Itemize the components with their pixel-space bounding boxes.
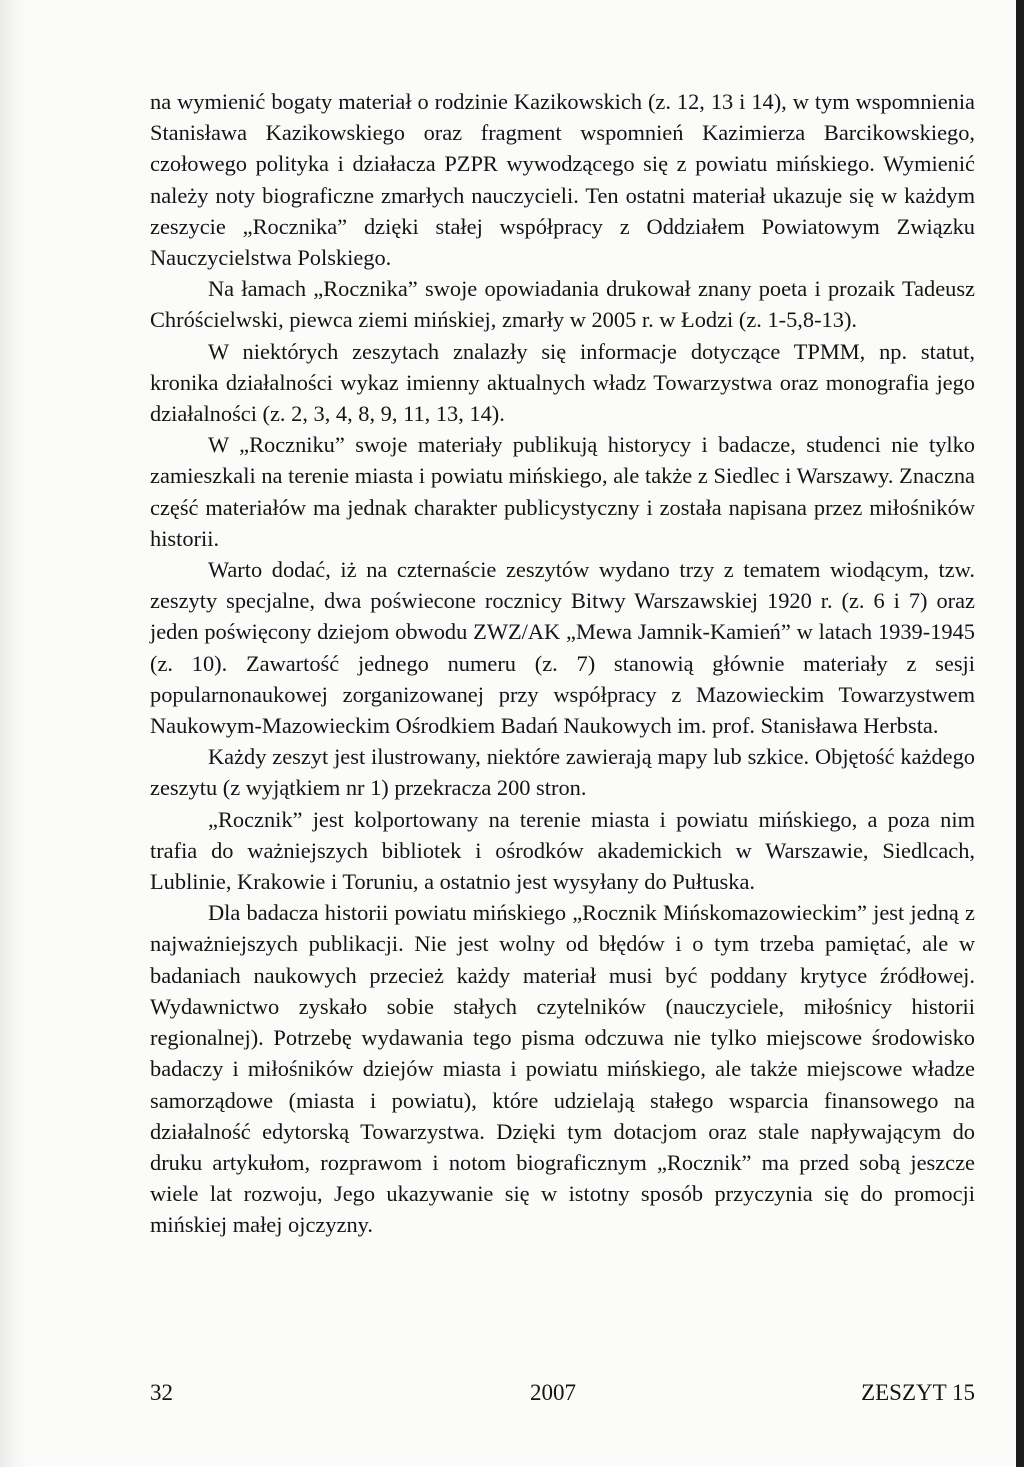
page-number: 32 — [150, 1380, 173, 1405]
footer-issue: ZESZYT 15 — [861, 1380, 975, 1405]
paragraph: „Rocznik” jest kolportowany na terenie miasta i powiatu mińskiego, a poza nim trafia do ważniejszych bibliotek i ośrodków akademickich w Warszawie, Siedlcach, Lublinie, Krakowie i Toruniu, a ostatnio jest wysyłany do Pułtuska. — [150, 806, 975, 895]
page-footer — [150, 1380, 975, 1414]
paragraph: na wymienić bogaty materiał o rodzinie Kazikowskich (z. 12, 13 i 14), w tym wspomnienia Stanisława Kazikowskiego oraz fragment wspomnień Kazimierza Barcikowskiego, czołowego polityka i działacza PZPR wywodzącego się z powiatu mińskiego. Wymienić należy noty biograficzne zmarłych nauczycieli. Ten ostatni materiał ukazuje się w każdym zeszycie „Rocznika” dzięki stałej współpracy z Oddziałem Powiatowym Związku Nauczycielstwa Polskiego. — [150, 89, 975, 271]
paragraph: Na łamach „Rocznika” swoje opowiadania drukował znany poeta i prozaik Tadeusz Chróścielwski, piewca ziemi mińskiej, zmarły w 2005 r. w Łodzi (z. 1-5,8-13). — [150, 276, 975, 333]
page-right-edge — [1016, 0, 1024, 1467]
paragraph: W niektórych zeszytach znalazły się informacje dotyczące TPMM, np. statut, kronika działalności wykaz imienny aktualnych władz Towarzystwa oraz monografia jego działalności (z. 2, 3, 4, 8, 9, 11, 13, 14). — [150, 338, 975, 427]
paragraph: Każdy zeszyt jest ilustrowany, niektóre zawierają mapy lub szkice. Objętość każdego zeszytu (z wyjątkiem nr 1) przekracza 200 stron. — [150, 744, 975, 801]
paragraph: Dla badacza historii powiatu mińskiego „Rocznik Mińskomazowieckim” jest jedną z najważniejszych publikacji. Nie jest wolny od błędów i o tym trzeba pamiętać, ale w badaniach naukowych przecież każdy materiał musi być poddany krytyce źródłowej. Wydawnictwo zyskało sobie stałych czytelników (nauczyciele, miłośnicy historii regionalnej). Potrzebę wydawania tego pisma odczuwa nie tylko miejscowe środowisko badaczy i miłośników dziejów miasta i powiatu mińskiego, ale także miejscowe władze samorządowe (miasta i powiatu), które udzielają stałego wsparcia finansowego na działalność edytorską Towarzystwa. Dzięki tym dotacjom oraz stale napływającym do druku artykułom, rozprawom i notom biograficznym „Rocznik” ma przed sobą jeszcze wiele lat rozwoju, Jego ukazywanie się w istotny sposób przyczynia się do promocji mińskiej małej ojczyzny. — [150, 900, 975, 1238]
body-text — [150, 86, 975, 1241]
paragraph: W „Roczniku” swoje materiały publikują historycy i badacze, studenci nie tylko zamieszkali na terenie miasta i powiatu mińskiego, ale także z Siedlec i Warszawy. Znaczna część materiałów ma jednak charakter publicystyczny i została napisana przez miłośników historii. — [150, 432, 975, 551]
page-left-edge — [0, 0, 26, 1467]
paragraph: Warto dodać, iż na czternaście zeszytów wydano trzy z tematem wiodącym, tzw. zeszyty specjalne, dwa poświecone rocznicy Bitwy Warszawskiej 1920 r. (z. 6 i 7) oraz jeden poświęcony dziejom obwodu ZWZ/AK „Mewa Jamnik-Kamień” w latach 1939-1945 (z. 10). Zawartość jednego numeru (z. 7) stanowią głównie materiały z sesji popularnonaukowej zorganizowanej przy współpracy z Mazowieckim Towarzystwem Naukowym-Mazowieckim Ośrodkiem Badań Naukowych im. prof. Stanisława Herbsta. — [150, 557, 975, 739]
footer-year: 2007 — [530, 1380, 576, 1405]
